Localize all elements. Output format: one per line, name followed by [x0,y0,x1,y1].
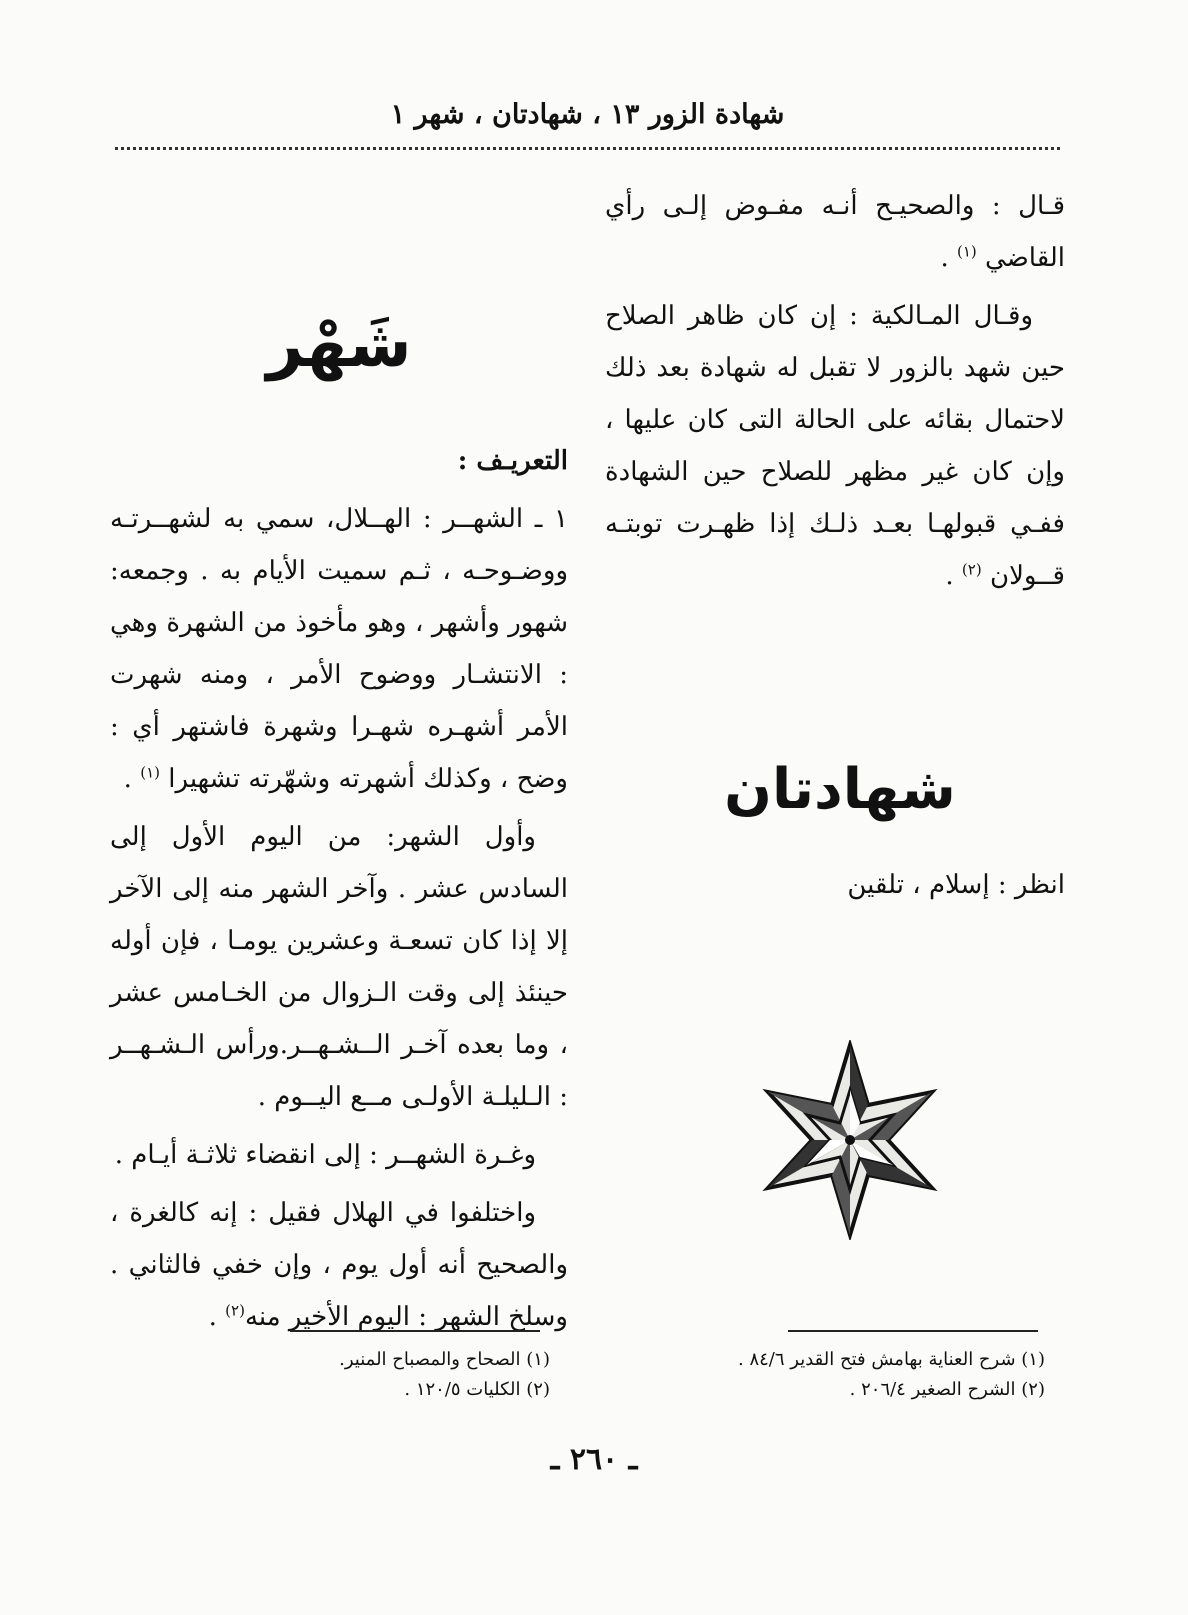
left-paragraph-3: وغـرة الشهــر : إلى انقضاء ثلاثـة أيـام . [114,1140,536,1170]
header-dotted-rule [115,147,1060,150]
footnotes-right [605,1345,1045,1405]
footnote-ref: (٢) [225,1301,245,1320]
right-column [605,180,1065,608]
star-ornament-icon [750,1040,950,1240]
running-title: شهادة الزور ١٣ ، شهادتان ، شهر ١ [390,99,785,130]
left-paragraph-4: واختلفوا في الهلال فقيل : إنه كالغرة ، والصحيح أنه أول يوم ، وإن خفي فالثاني . وسلخ الشهر : اليوم الأخير منه$^{(٢)}$ . [110,1198,568,1332]
left-paragraph-2: وأول الشهر: من اليوم الأول إلى السادس عشر . وآخر الشهر منه إلى الآخر إلا إذا كان تسعـة وعشرين يومـا ، فإن أوله حينئذ إلى وقت الـزوال من الخـامس عشر ، وما بعده آخـر الــشـهــر.ورأس الـشـهــر : الـليلـة الأولـى مــع اليــوم . [110,822,568,1112]
footnotes-left [110,1345,550,1405]
left-paragraph-4-text: واختلفوا في الهلال فقيل : إنه كالغرة ، والصحيح أنه أول يوم ، وإن خفي فالثاني . وسلخ الشهر : اليوم الأخير منه [110,1198,568,1332]
footnote-item: (٢) الشرح الصغير ٢٠٦/٤ . [849,1379,1045,1400]
footnote-item: (١) الصحاح والمصباح المنير. [339,1349,550,1370]
right-paragraph-2: وقـال المـالكية : إن كان ظاهر الصلاح حين شهد بالزور لا تقبل له شهادة بعد ذلك لاحتمال بقائه على الحالة التى كان عليها ، وإن كان غير مظهر للصلاح حين الشهادة ففـي قبولهـا بعـد ذلـك إذا ظهـرت توبتـه قــولان $^{(٢)}$ . [605,301,1065,591]
footnote-divider-left [290,1330,540,1332]
entry-heading-shahadatan: شهادتان [724,757,956,822]
right-paragraph-1: قـال : والصحيـح أنـه مفـوض إلـى رأي القاضي $^{(١)}$ . [605,191,1065,273]
footnote-ref: (٢) [961,560,982,579]
entry-heading-shahr: شَهْر [266,308,412,382]
left-paragraph-1-text: ١ ـ الشهــر : الهــلال، سمي به لشهــرتـه ووضـوحـه ، ثـم سميت الأيام به . وجمعه: شهور وأشهر ، وهو مأخوذ من الشهرة وهي : الانتشـار ووضوح الأمر ، ومنه شهرت الأمر أشهـره شهـرا وشهرة فاشتهر أي : وضح ، وكذلك أشهرته وشهّرته تشهيرا [110,504,568,794]
subheading-definition: التعريـف : [457,446,568,476]
left-paragraph-1: ١ ـ الشهــر : الهــلال، سمي به لشهــرتـه ووضـوحـه ، ثـم سميت الأيام به . وجمعه: شهور وأشهر ، وهو مأخوذ من الشهرة وهي : الانتشـار ووضوح الأمر ، ومنه شهرت الأمر أشهـره شهـرا وشهرة فاشتهر أي : وضح ، وكذلك أشهرته وشهّرته تشهيرا $^{(١)}$ . [110,504,568,794]
footnote-divider-right [788,1330,1038,1332]
footnote-item: (١) شرح العناية بهامش فتح القدير ٨٤/٦ . [738,1349,1045,1370]
footnote-item: (٢) الكليات ١٢٠/٥ . [404,1379,550,1400]
right-paragraph-1-text: قـال : والصحيـح أنـه مفـوض إلـى رأي القاضي [605,191,1065,273]
page-number: ـ ٢٦٠ ـ [550,1442,638,1477]
footnote-ref: (١) [140,763,160,782]
see-also-reference: انظر : إسلام ، تلقين [847,870,1065,900]
left-column [110,285,568,1349]
footnote-ref: (١) [956,242,977,261]
running-header [115,95,1060,155]
right-paragraph-2-text: وقـال المـالكية : إن كان ظاهر الصلاح حين شهد بالزور لا تقبل له شهادة بعد ذلك لاحتمال بقائه على الحالة التى كان عليها ، وإن كان غير مظهر للصلاح حين الشهادة ففـي قبولهـا بعـد ذلـك إذا ظهـرت توبتـه قــولان [605,301,1065,591]
